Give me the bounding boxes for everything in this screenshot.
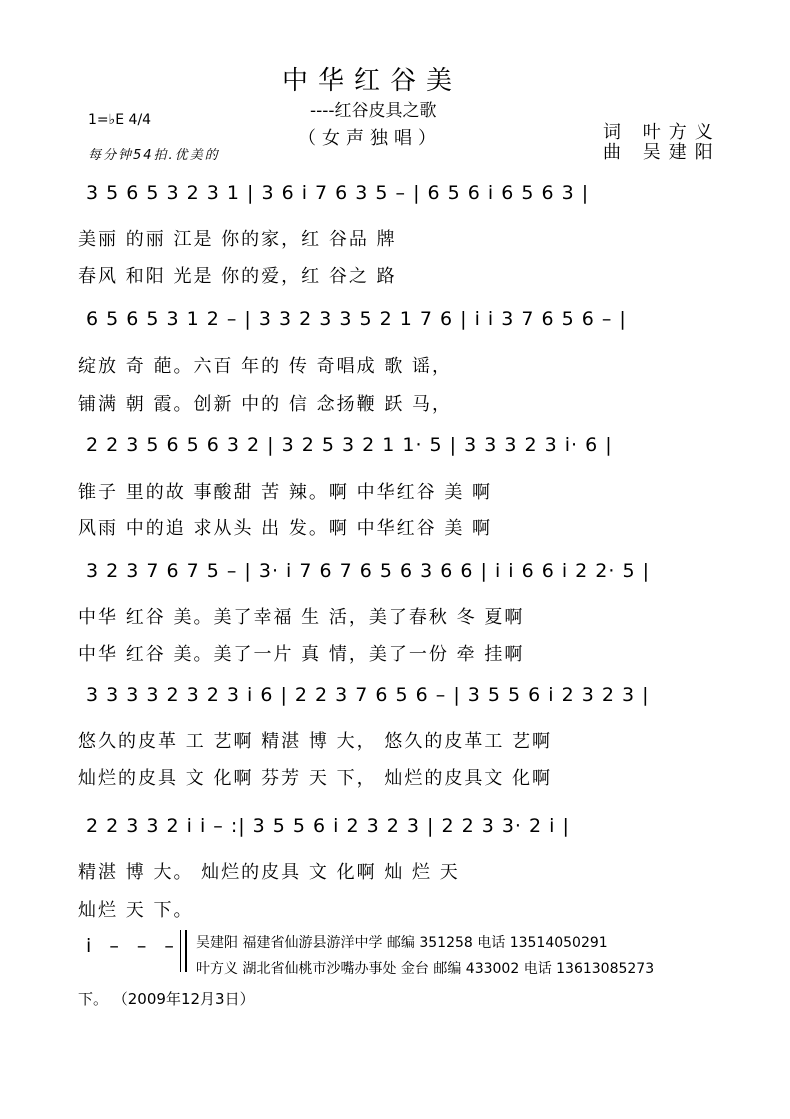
lyric-verse1-row-5: 悠久的皮革 工 艺啊 精湛 博 大， 悠久的皮革工 艺啊: [78, 731, 553, 752]
notation-row-6: 2 2 3 3 2 i i – :| 3 5 5 6 i 2 3 2 3 | 2 2 3 3· 2 i |: [86, 815, 570, 837]
lyric-verse1-row-4: 中华 红谷 美。美了幸福 生 活，美了春秋 冬 夏啊: [78, 607, 525, 628]
ending-notation: i – – –: [86, 935, 180, 957]
contact-line-2: 叶方义 湖北省仙桃市沙嘴办事处 金台 邮编 433002 电话 13613085273: [196, 961, 655, 977]
performance-type: （女声独唱）: [298, 128, 442, 149]
key-signature: 1=♭E 4/4: [88, 112, 152, 128]
lyric-verse1-row-2: 绽放 奇 葩。六百 年的 传 奇唱成 歌 谣，: [78, 356, 453, 377]
lyric-verse1-row-1: 美丽 的丽 江是 你的家，红 谷品 牌: [78, 229, 397, 250]
lyric-verse2-row-6: 灿烂 天 下。: [78, 900, 194, 921]
notation-row-2: 6 5 6 5 3 1 2 – | 3 3 2 3 3 5 2 1 7 6 | i i 3 7 6 5 6 – |: [86, 308, 627, 330]
lyric-verse1-row-3: 锥子 里的故 事酸甜 苦 辣。啊 中华红谷 美 啊: [78, 482, 493, 503]
lyric-verse1-row-6: 精湛 博 大。 灿烂的皮具 文 化啊 灿 烂 天: [78, 862, 460, 883]
contact-line-1: 吴建阳 福建省仙游县游洋中学 邮编 351258 电话 13514050291: [196, 935, 608, 951]
lyric-verse2-row-5: 灿烂的皮具 文 化啊 芬芳 天 下， 灿烂的皮具文 化啊: [78, 768, 553, 789]
final-barline: [180, 930, 187, 972]
notation-row-1: 3 5 6 5 3 2 3 1 | 3 6 i 7 6 3 5 – | 6 5 6 i 6 5 6 3 |: [86, 182, 590, 204]
song-title: 中华红谷美: [282, 66, 463, 96]
lyric-verse2-row-1: 春风 和阳 光是 你的爱，红 谷之 路: [78, 266, 397, 287]
lyricist-credit: 词 叶方义: [603, 122, 721, 143]
lyric-verse2-row-3: 风雨 中的追 求从头 出 发。啊 中华红谷 美 啊: [78, 518, 493, 539]
footer-date-line: 下。 （2009年12月3日）: [78, 990, 255, 1008]
composer-credit: 曲 吴建阳: [603, 142, 721, 163]
lyric-verse2-row-4: 中华 红谷 美。美了一片 真 情，美了一份 牵 挂啊: [78, 644, 525, 665]
notation-row-5: 3 3 3 3 2 3 2 3 i 6 | 2 2 3 7 6 5 6 – | 3 5 5 6 i 2 3 2 3 |: [86, 684, 650, 706]
notation-row-4: 3 2 3 7 6 7 5 – | 3· i 7 6 7 6 5 6 3 6 6 | i i 6 6 i 2 2· 5 |: [86, 560, 650, 582]
lyric-verse2-row-2: 铺满 朝 霞。创新 中的 信 念扬鞭 跃 马，: [78, 394, 453, 415]
song-subtitle: ----红谷皮具之歌: [310, 101, 437, 121]
tempo-marking: 每分钟54拍.优美的: [88, 148, 220, 163]
notation-row-3: 2 2 3 5 6 5 6 3 2 | 3 2 5 3 2 1 1· 5 | 3 3 3 2 3 i· 6 |: [86, 434, 613, 456]
